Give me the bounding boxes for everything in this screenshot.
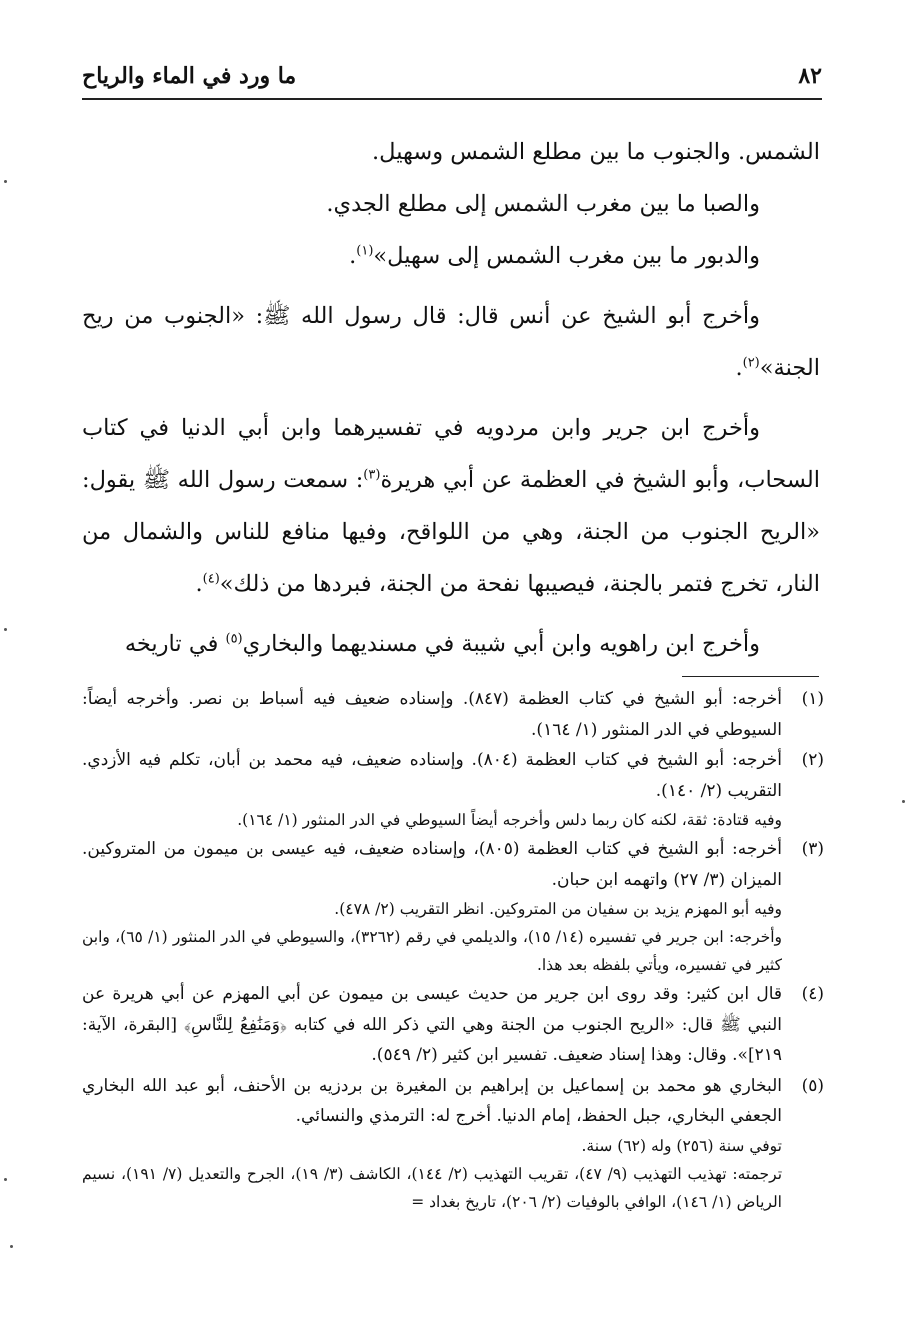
header-rule — [82, 98, 822, 100]
paragraph-3: وأخرج ابن جرير وابن مردويه في تفسيرهما وابن أبي الدنيا في كتاب السحاب، وأبو الشيخ في العظمة عن أبي هريرة$^{(٣)}$: سمعت رسول الله ﷺ يقول: «الريح الجنوب من الجنة، وهي من اللواقح، وفيها منافع للناس والشمال من النار، تخرج فتمر بالجنة، فيصيبها نفحة من الجنة، فبردها من ذلك»$^{(٤)}$. — [82, 415, 820, 597]
footnote-subtext: توفي سنة (٢٥٦) وله (٦٢) سنة. — [581, 1136, 782, 1155]
footnote-text: أخرجه: أبو الشيخ في كتاب العظمة (٨٠٤). وإسناده ضعيف، فيه محمد بن أبان، تكلم فيه الأزدي. التقريب (٢/ ١٤٠). — [82, 750, 782, 801]
footnote-text: أخرجه: أبو الشيخ في كتاب العظمة (٨٠٥)، وإسناده ضعيف، فيه عيسى بن ميمون من المتروكين. الميزان (٣/ ٢٧) واتهمه ابن حبان. — [82, 839, 782, 890]
footnote-5 — [82, 1071, 824, 1216]
footnote-subtext: ترجمته: تهذيب التهذيب (٩/ ٤٧)، تقريب التهذيب (٢/ ١٤٤)، الكاشف (٣/ ١٩)، الجرح والتعديل (٧/ ١٩١)، نسيم الرياض (١/ ١٤٦)، الوافي بالوفيات (٢/ ٢٠٦)، تاريخ بغداد = — [82, 1164, 783, 1211]
footnote-3 — [82, 834, 824, 979]
scan-mark — [4, 628, 7, 631]
scan-mark — [4, 180, 7, 183]
footnote-subtext: وأخرجه: ابن جرير في تفسيره (١٤/ ١٥)، والديلمي في رقم (٣٢٦٢)، والسيوطي في الدر المنثور (١/ ٦٥)، وابن كثير في تفسيره، ويأتي بلفظه بعد هذا. — [82, 928, 782, 974]
footnote-text: البخاري هو محمد بن إسماعيل بن إبراهيم بن المغيرة بن بردزيه بن الأحنف، أبو عبد الله البخاري الجعفي البخاري، جبل الحفظ، إمام الدنيا. أخرج له: الترمذي والنسائي. — [82, 1075, 782, 1126]
footnote-text: أخرجه: أبو الشيخ في كتاب العظمة (٨٤٧). وإسناده ضعيف فيه أسباط بن نصر. وأخرجه أيضاً: السيوطي في الدر المنثور (١/ ١٦٤). — [82, 689, 782, 740]
footnote-number: (٣) — [801, 839, 824, 859]
footnote-ref-2[interactable]: (٢) — [742, 355, 760, 371]
scan-mark — [10, 1245, 13, 1248]
footnotes — [82, 684, 824, 1216]
footnote-4 — [82, 979, 824, 1071]
footnote-number: (٢) — [801, 750, 824, 770]
footnote-subtext: وفيه أبو المهزم يزيد بن سفيان من المتروكين. انظر التقريب (٢/ ٤٧٨). — [334, 900, 782, 918]
footnote-number: (٥) — [801, 1075, 824, 1096]
footnote-ref-4[interactable]: (٤) — [202, 571, 220, 587]
page-header — [82, 54, 822, 98]
footnote-ref-1[interactable]: (١) — [356, 243, 374, 259]
running-title: ما ورد في الماء والرياح — [82, 63, 297, 89]
scan-mark — [4, 1178, 7, 1181]
paragraph-2: وأخرج أبو الشيخ عن أنس قال: قال رسول الله ﷺ: «الجنوب من ريح الجنة»$^{(٢)}$. — [82, 303, 820, 381]
page-number: ٨٢ — [798, 63, 822, 89]
footnote-ref-5[interactable]: (٥) — [225, 631, 243, 647]
footnote-subtext: وفيه قتادة: ثقة، لكنه كان ربما دلس وأخرجه أيضاً السيوطي في الدر المنثور (١/ ١٦٤). — [237, 811, 782, 829]
main-text — [82, 126, 820, 670]
footnote-number: (١) — [801, 689, 824, 709]
paragraph-1-line-3: والدبور ما بين مغرب الشمس إلى سهيل»$^{(١)}$. — [349, 243, 760, 269]
paragraph-1-line-2: والصبا ما بين مغرب الشمس إلى مطلع الجدي. — [326, 191, 760, 217]
paragraph-1-line-1: الشمس. والجنوب ما بين مطلع الشمس وسهيل. — [372, 139, 820, 165]
footnote-separator — [682, 676, 819, 677]
footnote-1 — [82, 684, 824, 745]
footnote-2 — [82, 745, 824, 834]
paragraph-4: وأخرج ابن راهويه وابن أبي شيبة في مسنديهما والبخاري$^{(٥)}$ في تاريخه — [124, 631, 760, 657]
footnote-ref-3[interactable]: (٣) — [363, 467, 381, 483]
footnote-number: (٤) — [801, 984, 824, 1004]
scan-mark — [902, 800, 905, 803]
footnote-text: قال ابن كثير: وقد روى ابن جرير من حديث عيسى بن ميمون عن أبي المهزم عن أبي هريرة عن النبي ﷺ قال: «الريح الجنوب من الجنة وهي التي ذكر الله في كتابه ﴿وَمَنَٰفِعُ لِلنَّاسِ﴾ [البقرة، الآية: ٢١٩]». وقال: وهذا إسناد ضعيف. تفسير ابن كثير (٢/ ٥٤٩). — [82, 984, 782, 1065]
